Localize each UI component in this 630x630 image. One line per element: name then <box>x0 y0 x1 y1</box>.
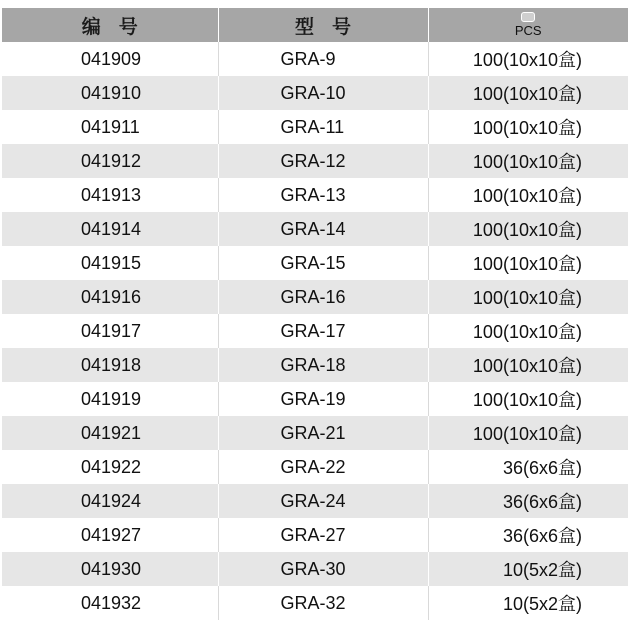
cell-code: 041909 <box>81 48 142 69</box>
cell-model: GRA-21 <box>218 416 428 450</box>
cell-code: 041911 <box>81 116 140 137</box>
table-row <box>2 586 628 620</box>
cell-model: GRA-14 <box>218 212 428 246</box>
table-header <box>2 8 628 42</box>
product-table-container <box>2 8 628 620</box>
cell-qty: 100(10x10盒) <box>428 76 628 110</box>
cell-qty: 36(6x6盒) <box>428 518 628 552</box>
cell-model: GRA-22 <box>218 450 428 484</box>
table-row <box>2 110 628 144</box>
header-code: 编号 <box>81 16 156 38</box>
table-row <box>2 552 628 586</box>
cell-qty: 10(5x2盒) <box>428 552 628 586</box>
cell-code: 041932 <box>81 592 142 613</box>
table-row <box>2 314 628 348</box>
cell-code: 041919 <box>81 388 142 409</box>
cell-qty: 100(10x10盒) <box>428 246 628 280</box>
table-row <box>2 518 628 552</box>
cell-qty: 100(10x10盒) <box>428 314 628 348</box>
product-table <box>2 8 628 620</box>
cell-model: GRA-16 <box>218 280 428 314</box>
cell-code: 041922 <box>81 456 142 477</box>
cell-qty: 36(6x6盒) <box>428 450 628 484</box>
cell-qty: 100(10x10盒) <box>428 416 628 450</box>
cell-code: 041924 <box>81 490 142 511</box>
cell-model: GRA-11 <box>218 110 428 144</box>
header-model: 型号 <box>218 8 428 42</box>
cell-qty: 100(10x10盒) <box>428 110 628 144</box>
cell-code: 041917 <box>81 320 142 341</box>
table-row <box>2 246 628 280</box>
cell-code: 041913 <box>81 184 142 205</box>
table-row <box>2 144 628 178</box>
box-icon <box>521 12 535 22</box>
cell-code: 041912 <box>81 150 142 171</box>
header-row <box>2 8 628 42</box>
cell-code: 041930 <box>81 558 142 579</box>
cell-model: GRA-30 <box>218 552 428 586</box>
table-row <box>2 348 628 382</box>
cell-qty: 100(10x10盒) <box>428 212 628 246</box>
table-row <box>2 450 628 484</box>
header-qty: PCS <box>514 23 542 38</box>
cell-model: GRA-15 <box>218 246 428 280</box>
table-row <box>2 382 628 416</box>
cell-model: GRA-27 <box>218 518 428 552</box>
cell-model: GRA-24 <box>218 484 428 518</box>
cell-code: 041914 <box>81 218 142 239</box>
cell-qty: 100(10x10盒) <box>428 280 628 314</box>
cell-qty: 100(10x10盒) <box>428 382 628 416</box>
header-qty-cell <box>428 8 628 42</box>
cell-qty: 100(10x10盒) <box>428 348 628 382</box>
table-row <box>2 416 628 450</box>
cell-code: 041910 <box>81 82 142 103</box>
cell-qty: 36(6x6盒) <box>428 484 628 518</box>
cell-qty: 100(10x10盒) <box>428 144 628 178</box>
cell-model: GRA-10 <box>218 76 428 110</box>
cell-model: GRA-18 <box>218 348 428 382</box>
table-row <box>2 76 628 110</box>
cell-model: GRA-9 <box>218 42 428 76</box>
cell-code: 041927 <box>81 524 142 545</box>
table-body <box>2 42 628 620</box>
cell-model: GRA-17 <box>218 314 428 348</box>
cell-code: 041918 <box>81 354 142 375</box>
cell-model: GRA-12 <box>218 144 428 178</box>
cell-code: 041915 <box>81 252 142 273</box>
cell-code: 041921 <box>81 422 142 443</box>
cell-code: 041916 <box>81 286 142 307</box>
table-row <box>2 280 628 314</box>
table-row <box>2 484 628 518</box>
table-row <box>2 178 628 212</box>
table-row <box>2 42 628 76</box>
cell-model: GRA-19 <box>218 382 428 416</box>
cell-qty: 100(10x10盒) <box>428 178 628 212</box>
cell-model: GRA-13 <box>218 178 428 212</box>
cell-model: GRA-32 <box>218 586 428 620</box>
table-row <box>2 212 628 246</box>
cell-qty: 100(10x10盒) <box>428 42 628 76</box>
cell-qty: 10(5x2盒) <box>428 586 628 620</box>
